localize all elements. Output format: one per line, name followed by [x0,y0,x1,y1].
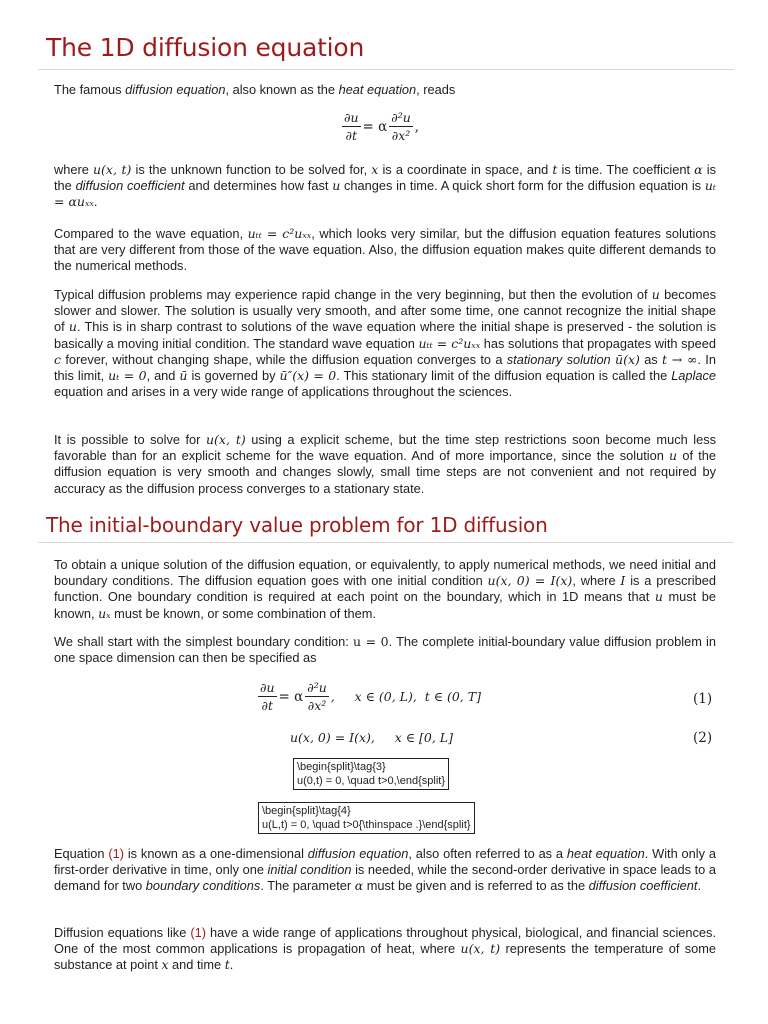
denominator: ∂t [261,698,273,713]
text: is the [54,162,716,194]
text: of the diffusion equation is very smooth and changes slowly, small time steps are not convenient and not required by accuracy as the diffusion process converges to a stationary state. [54,448,716,496]
equation-2 [290,730,453,745]
math: u [68,319,77,335]
text: , also known as the [225,82,339,97]
paragraph-typical-problems [54,287,716,400]
text: , also often referred to as a [408,846,567,861]
text: Equation [54,846,109,861]
emphasis: heat equation [338,82,417,97]
text: is time. The coefficient [557,162,695,177]
equation-1-link[interactable]: (1) [108,846,124,861]
text: , which looks very similar, but the diffusion equation features solutions that are very different from those of the wave equation. Also, the diffusion equation makes quite different demands to the numerical methods. [54,226,716,274]
text: We shall start with the simplest boundary condition: [54,634,353,649]
numerator: ∂u [260,680,275,695]
text: , where [572,573,621,589]
text: changes in time. A quick short form for the diffusion equation is [340,178,705,194]
latex-line: \begin{split}\tag{3} [297,761,386,773]
domain-spec: , x ∈ (0, L), t ∈ (0, T] [330,689,481,704]
math: uₜₜ = c²uₓₓ [247,226,312,241]
math: c [54,351,62,367]
text: is needed, while the second-order derivative in space leads to a demand for two [54,862,716,894]
text: is known as a one-dimensional [124,846,308,861]
paragraph-explicit-scheme [54,432,716,497]
text: must be given and is referred to as the [363,878,589,894]
text: . The complete initial-boundary value diffusion problem in one space dimension can then be specified as [54,634,716,666]
text: and determines how fast [184,178,333,194]
denominator: ∂x² [391,128,411,143]
text: It is possible to solve for [54,432,206,447]
text: . [93,194,98,210]
text: , reads [416,82,456,97]
equation-body: u(x, 0) = I(x), x ∈ [0, L] [290,730,453,745]
text: represents the temperature of some substance at point [54,941,716,973]
unrendered-latex-box-4 [258,802,475,834]
text: using a explicit scheme, but the time step restrictions soon become much less favorable than for an explicit scheme for the wave equation. And of more importance, since the solution [54,432,716,464]
text: Typical diffusion problems may experience rapid change in the very beginning, but then the evolution of [54,287,652,302]
equals-alpha: = α [362,118,388,135]
text: is a prescribed function. One boundary condition is required at each point on the boundary, which in 1D means that [54,573,716,605]
diffusion-equation-display [340,110,419,143]
emphasis: stationary solution [506,351,611,367]
emphasis: initial condition [267,862,352,878]
text: To obtain a unique solution of the diffusion equation, or equivalently, to apply numerical methods, we need initial and boundary conditions. The diffusion equation goes with one initial condition [54,557,716,589]
text: . [229,957,234,973]
paragraph-wave-comparison [54,226,716,275]
text: . With only a first-order derivative in time, only one [54,846,716,878]
text: and time [168,957,225,973]
text: . In this limit, [54,351,716,384]
text: is a coordinate in space, and [378,162,553,177]
text: must be known, [54,589,716,621]
math: α [354,878,364,894]
text: , and [146,368,180,384]
math: uₜₜ = c²uₓₓ [418,335,481,351]
emphasis: boundary conditions [145,878,261,894]
math: t [224,957,230,973]
latex-line: u(L,t) = 0, \quad t>0{\thinspace .}\end{split} [262,819,471,831]
paragraph-applications [54,925,716,974]
math: u [654,589,663,605]
equation-number: (1) [693,691,713,707]
emphasis: Laplace [671,368,717,384]
text: is governed by [187,368,280,384]
math: uₜ = αuₓₓ [54,178,716,210]
math: t → ∞ [662,351,698,367]
math: u = 0 [353,634,389,649]
denominator: ∂t [345,128,357,143]
emphasis: heat equation [566,846,645,861]
equation-number: (2) [693,730,713,746]
numerator: ∂²u [307,680,327,695]
numerator: ∂²u [391,110,411,125]
fraction [258,680,277,713]
paragraph-unique-solution [54,557,716,622]
paragraph-equation-1-description [54,846,716,895]
paragraph-boundary-condition [54,634,716,666]
emphasis: diffusion equation [307,846,409,861]
text: . This is in sharp contrast to solutions of the wave equation where the initial shape is preserved - the solution is basically a moving initial condition. The standard wave equation [54,319,717,351]
math: u(x, t) [92,162,132,177]
math: u(x, t) [460,941,501,957]
math: t [552,162,558,177]
section-title-initial-boundary: The initial-boundary value problem for 1D diffusion [46,513,548,537]
denominator: ∂x² [307,698,327,713]
emphasis: diffusion coefficient [588,878,698,894]
fraction [342,110,361,143]
text: . This stationary limit of the diffusion equation is called the [336,368,672,384]
math: u [332,178,341,194]
section-divider [38,542,734,543]
section-title-diffusion-equation: The 1D diffusion equation [46,33,365,62]
math: ū(x) [615,351,640,367]
text: as [639,351,663,367]
text: becomes slower and slower. The solution is usually very smooth, and after some time, one cannot recognize the initial shape of [54,287,716,335]
equals-alpha: = α [278,688,304,705]
emphasis: diffusion equation [125,82,226,97]
math: x [161,957,169,973]
text: . [697,878,702,894]
math: uₓ [98,605,111,621]
section-divider [38,69,734,70]
math: uₜ = 0 [108,368,147,384]
equation-1 [256,680,481,713]
text: must be known, or some combination of them. [110,605,376,621]
comma: , [414,118,420,135]
equation-1-link[interactable]: (1) [190,925,206,940]
text: . The parameter [260,878,355,894]
fraction [305,680,329,713]
math: I [620,573,626,589]
math: u [651,287,660,302]
text: equation and arises in a very wide range of applications throughout the sciences. [54,384,513,400]
text: forever, without changing shape, while the diffusion equation converges to a [61,351,507,367]
text: Diffusion equations like [54,925,191,940]
latex-line: u(0,t) = 0, \quad t>0,\end{split} [297,775,445,787]
text: The famous [54,82,126,97]
text: is the unknown function to be solved for, [131,162,372,177]
math: x [371,162,379,177]
paragraph-unknown-function [54,162,716,211]
unrendered-latex-box-3 [293,758,449,790]
math: ū″(x) = 0 [279,368,337,384]
intro-paragraph [54,82,716,98]
numerator: ∂u [344,110,359,125]
math: u [669,448,678,464]
fraction [389,110,413,143]
latex-line: \begin{split}\tag{4} [262,805,351,817]
text: Compared to the wave equation, [54,226,248,241]
math: ū [179,368,188,384]
text: has solutions that propagates with speed [480,335,716,351]
text: where [54,162,93,177]
math: α [694,162,703,177]
emphasis: diffusion coefficient [75,178,185,194]
math: u(x, t) [205,432,246,447]
math: u(x, 0) = I(x) [487,573,573,589]
text: have a wide range of applications throughout physical, biological, and financial sciences. One of the most common applications is propagation of heat, where [54,925,716,957]
